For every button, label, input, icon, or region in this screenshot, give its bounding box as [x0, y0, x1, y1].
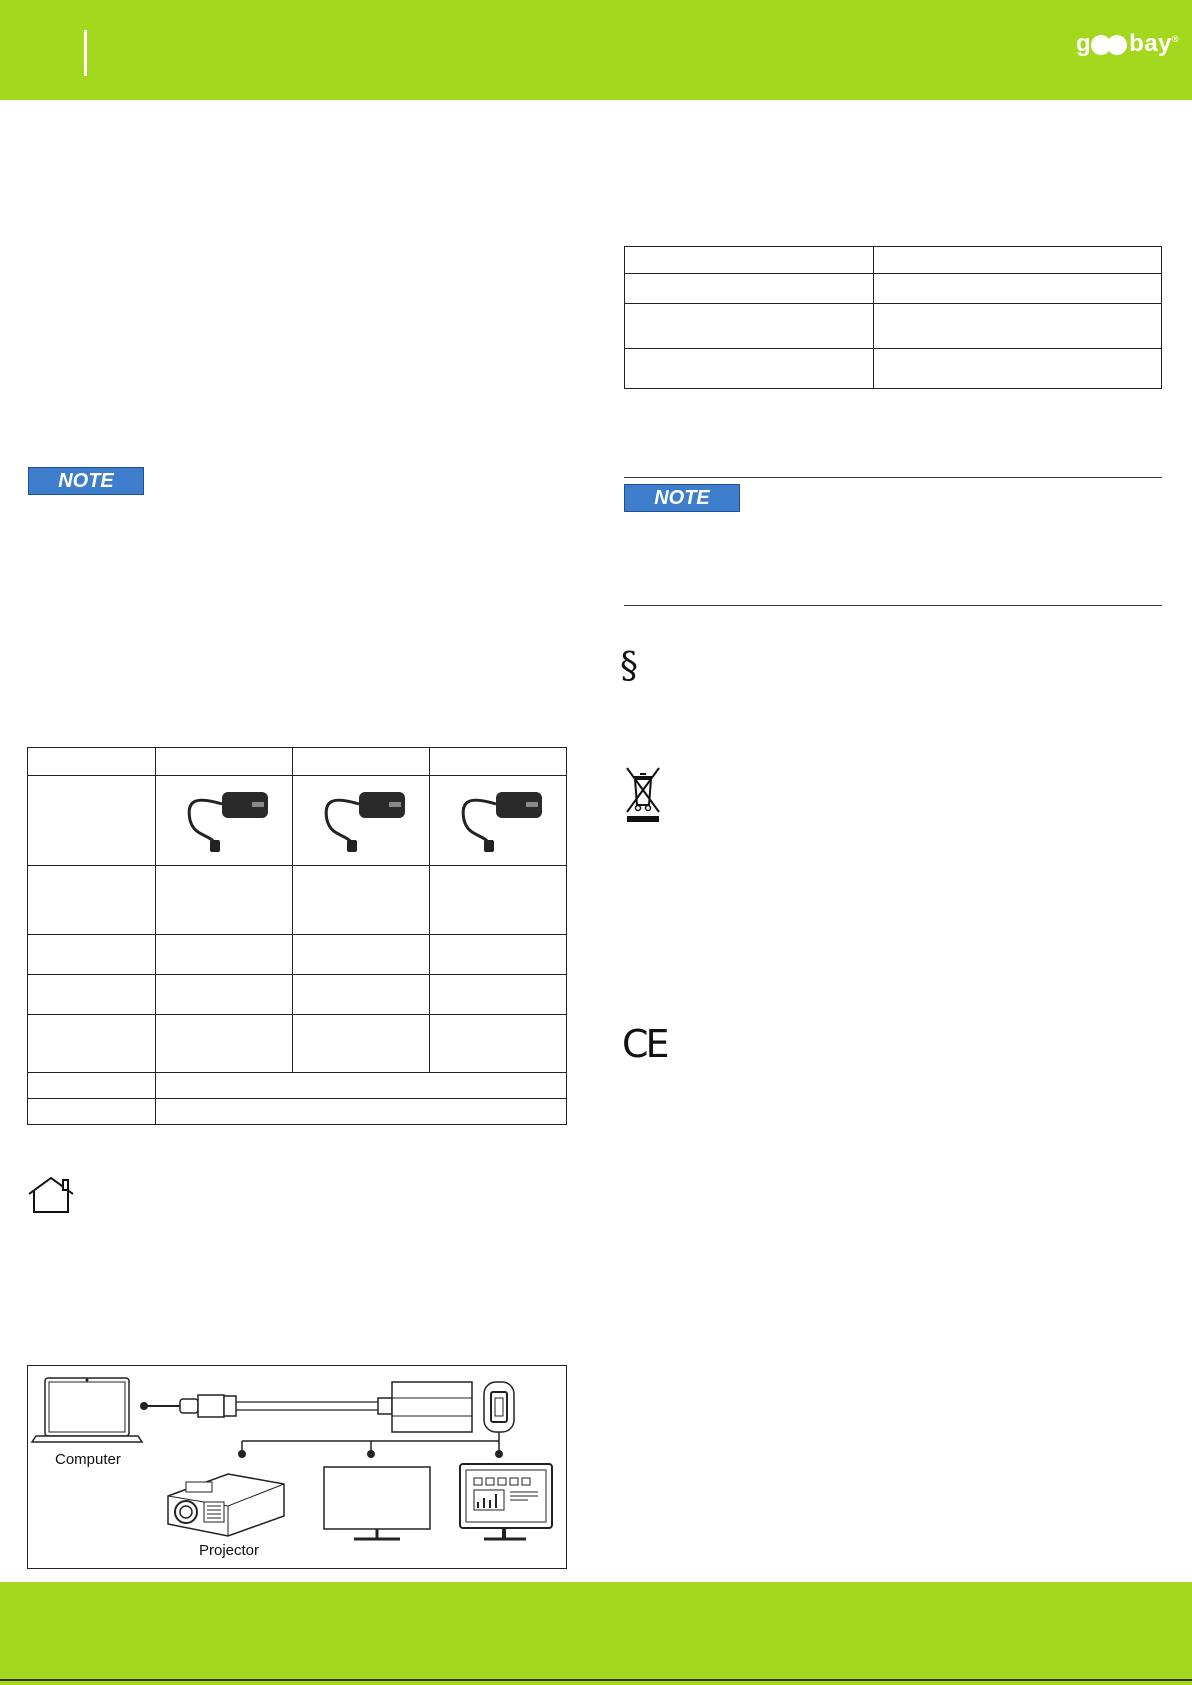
projector-label: Projector: [199, 1542, 260, 1559]
note-label-left: NOTE: [28, 467, 144, 495]
projector-icon: [168, 1474, 284, 1536]
laptop-icon: [32, 1378, 142, 1442]
header-bar: [0, 0, 1192, 100]
ce-mark-icon: CE: [622, 1022, 667, 1066]
product-image-cell: [156, 776, 293, 866]
product-image-cell: [430, 776, 567, 866]
house-icon: [27, 1176, 77, 1214]
footer-rule: [0, 1679, 1192, 1681]
usb-c-adapter-image: [156, 776, 292, 860]
connection-diagram: [27, 1365, 567, 1569]
product-image-cell: [293, 776, 430, 866]
goobay-logo: g bay®: [1076, 30, 1180, 57]
specs-table-right: [624, 246, 1162, 389]
note-divider-bottom: [624, 605, 1162, 606]
display-icon: [460, 1464, 552, 1539]
monitor-icon: [324, 1467, 430, 1539]
footer-bar: [0, 1582, 1192, 1685]
computer-label: Computer: [55, 1451, 121, 1468]
usb-c-adapter-image: [430, 776, 566, 860]
product-table: [27, 747, 567, 1125]
section-symbol-icon: §: [620, 646, 638, 687]
note-divider-top: [624, 477, 1162, 478]
header-divider: [84, 30, 87, 76]
note-label-right: NOTE: [624, 484, 740, 512]
usb-c-adapter-image: [293, 776, 429, 860]
weee-crossed-bin-icon: [624, 765, 662, 823]
